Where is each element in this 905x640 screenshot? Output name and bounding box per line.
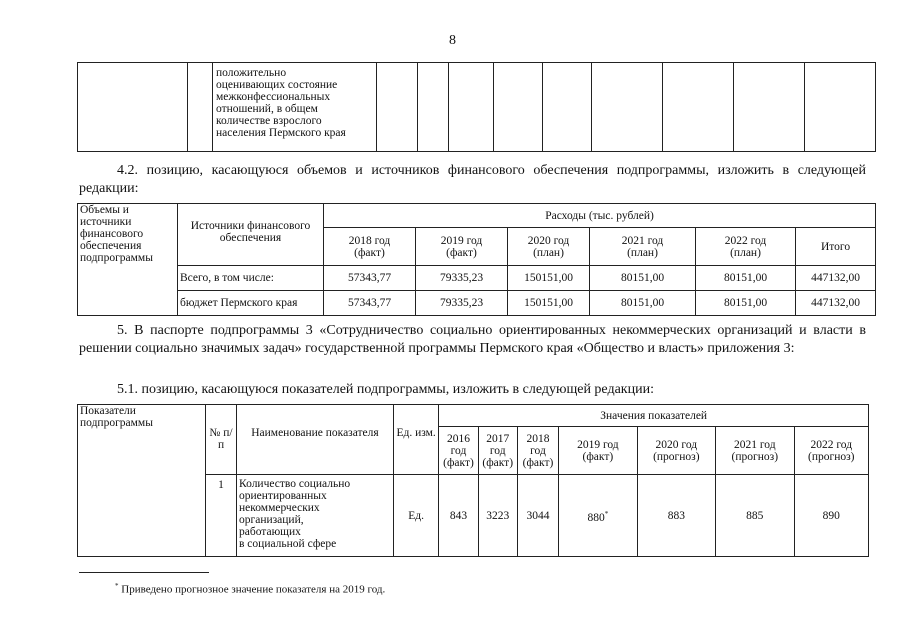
financing-row-header: Объемы и источники финансового обеспечения подпрограммы	[78, 204, 178, 316]
value-cell: 890	[794, 475, 868, 557]
expenses-group-header: Расходы (тыс. рублей)	[324, 204, 876, 228]
year-header: 2020 год (прогноз)	[637, 427, 715, 475]
value-cell: 80151,00	[696, 291, 796, 316]
indicators-row-header: Показатели подпрограммы	[78, 405, 206, 557]
sources-header: Источники финансового обеспечения	[178, 204, 324, 266]
value-cell: 79335,23	[416, 291, 508, 316]
paragraph-4-2: 4.2. позицию, касающуюся объемов и источников финансового обеспечения подпрограммы, изложить в следующей редакции:	[79, 163, 866, 196]
table-row	[78, 266, 876, 291]
footnote-mark: *	[115, 582, 119, 590]
value-cell: 883	[637, 475, 715, 557]
value-cell: 150151,00	[508, 266, 590, 291]
year-header: 2022 год (прогноз)	[794, 427, 868, 475]
text-line: межконфессиональных	[216, 91, 331, 103]
value-cell: 150151,00	[508, 291, 590, 316]
year-header: 2016 год (факт)	[439, 427, 478, 475]
row-label: Всего, в том числе:	[178, 266, 324, 291]
indicator-name: Количество социально ориентированных некоммерческих организаций, работающих в социальной сфере	[237, 475, 394, 557]
value-cell: 880*	[559, 475, 637, 557]
year-header: 2022 год (план)	[696, 228, 796, 266]
row-label: бюджет Пермского края	[178, 291, 324, 316]
paragraph-5: 5. В паспорте подпрограммы 3 «Сотрудничество социально ориентированных некоммерческих организаций и власти в решении социально значимых задач» государственной программы Пермского края «Общество и власть» приложения 3:	[79, 323, 866, 356]
year-header: 2021 год (прогноз)	[716, 427, 794, 475]
text-line: населения Пермского края	[216, 127, 346, 139]
value-cell: 57343,77	[324, 266, 416, 291]
footnote	[115, 582, 385, 596]
footnote-text: Приведено прогнозное значение показателя на 2019 год.	[121, 583, 386, 596]
year-header: 2018 год (факт)	[324, 228, 416, 266]
total-header: Итого	[796, 228, 876, 266]
year-header: 2018 год (факт)	[517, 427, 558, 475]
year-header: 2017 год (факт)	[478, 427, 517, 475]
footnote-separator	[79, 572, 209, 573]
page-number: 8	[449, 33, 456, 48]
text-line: отношений, в общем	[216, 103, 318, 115]
financing-table	[77, 203, 876, 316]
text-line: количестве взрослого	[216, 115, 322, 127]
text-line: оценивающих состояние	[216, 79, 338, 91]
values-group-header: Значения показателей	[439, 405, 869, 427]
top-table-fragment	[77, 62, 876, 152]
row-number: 1	[206, 475, 237, 557]
year-header: 2019 год (факт)	[559, 427, 637, 475]
unit-header: Ед. изм.	[393, 405, 438, 475]
num-header: № п/п	[206, 405, 237, 475]
year-header: 2020 год (план)	[508, 228, 590, 266]
value-cell: 447132,00	[796, 266, 876, 291]
paragraph-5-1: 5.1. позицию, касающуюся показателей подпрограммы, изложить в следующей редакции:	[117, 382, 654, 397]
indicators-table	[77, 404, 869, 557]
year-header: 2019 год (факт)	[416, 228, 508, 266]
value-cell: 79335,23	[416, 266, 508, 291]
value-cell: 80151,00	[696, 266, 796, 291]
unit-cell: Ед.	[393, 475, 438, 557]
value-cell: 843	[439, 475, 478, 557]
value-cell: 57343,77	[324, 291, 416, 316]
footnote-mark[interactable]: *	[604, 509, 609, 518]
value-cell: 885	[716, 475, 794, 557]
year-header: 2021 год (план)	[590, 228, 696, 266]
value-cell: 447132,00	[796, 291, 876, 316]
value-cell: 3223	[478, 475, 517, 557]
value-cell: 80151,00	[590, 291, 696, 316]
name-header: Наименование показателя	[237, 405, 394, 475]
value-cell: 80151,00	[590, 266, 696, 291]
table-row	[78, 291, 876, 316]
text-line: положительно	[216, 67, 287, 79]
top-table-text-cell	[213, 63, 377, 152]
value-cell: 3044	[517, 475, 558, 557]
